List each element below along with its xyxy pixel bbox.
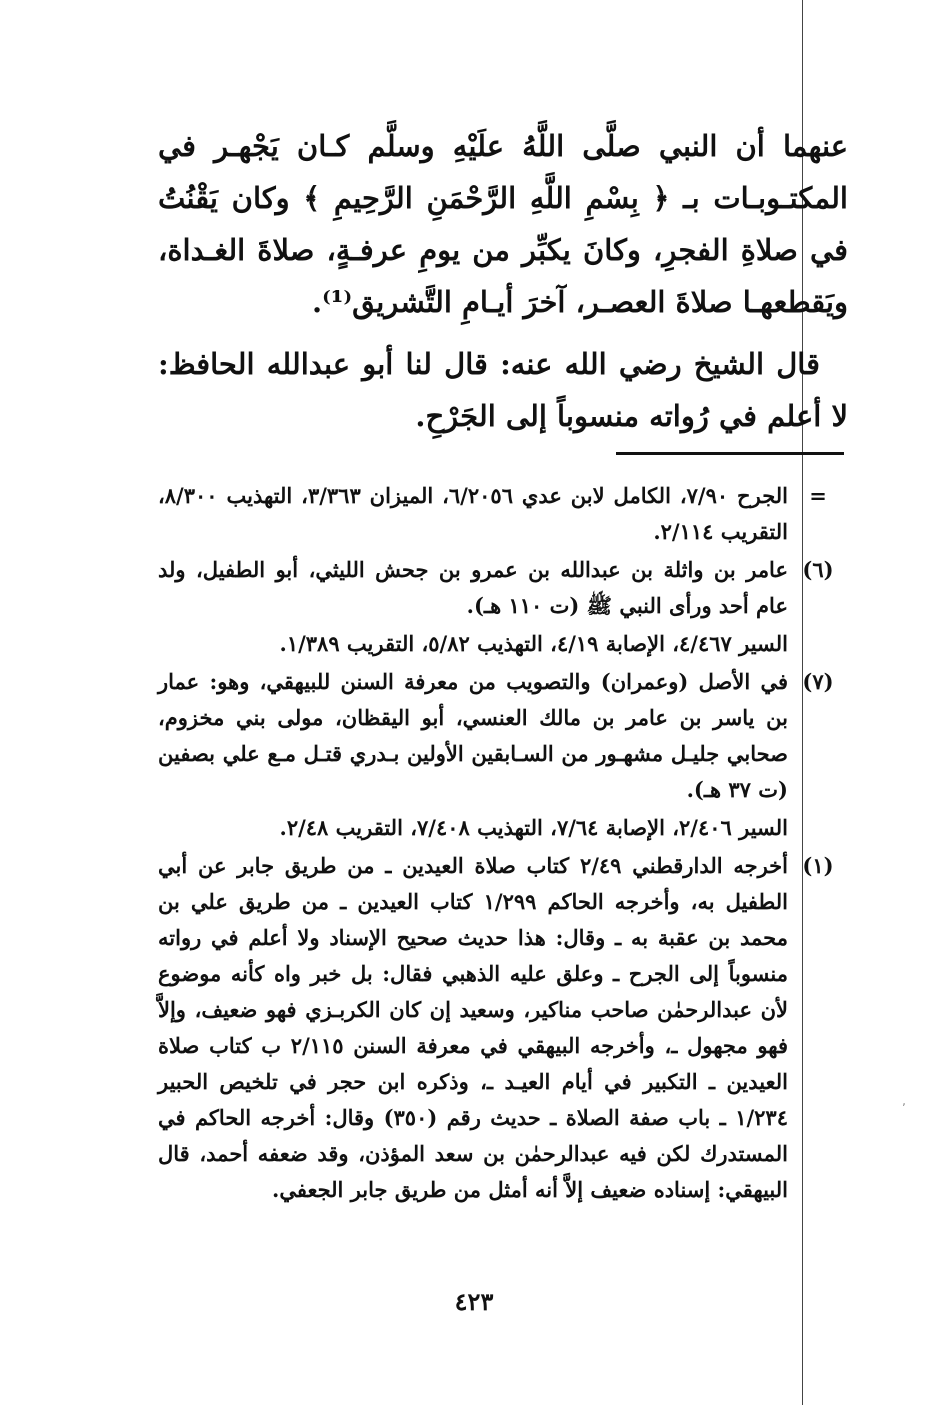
footnote-body bbox=[158, 478, 788, 550]
footnote bbox=[158, 664, 848, 846]
footnote-divider bbox=[616, 452, 844, 455]
footnote bbox=[158, 478, 848, 550]
footnote-text: في الأصل (وعمران) والتصويب من معرفة السنن للبيهقي، وهو: عمار بن ياسر بن عامر بن مالك العنسي، أبو اليقظان، مولى بني مخزوم، صحابي جليـل مشهـور من السـابقين الأولين بـدري قتـل مـع علي بصفين (ت ٣٧ هـ). bbox=[158, 669, 788, 802]
footnote-body bbox=[158, 664, 788, 846]
main-text bbox=[158, 120, 848, 442]
footnote-text: أخرجه الدارقطني ٢/٤٩ كتاب صلاة العيدين ـ من طريق جابر عن أبي الطفيل به، وأخرجه الحاكم ١/٢٩٩ كتاب العيدين ـ من طريق علي بن محمد بن عقبة به ـ وقال: هذا حديث صحيح الإسناد ولا أعلم في رواته منسوباً إلى الجرح ـ وعلق عليه الذهبي فقال: بل خبر واه كأنه موضوع لأن عبدالرحمٰن صاحب مناكير، وسعيد إن كان الكربـزي فهو ضعيف، وإلاَّ فهو مجهول ـ، وأخرجه البيهقي في معرفة السنن ٢/١١٥ ب كتاب صلاة العيدين ـ التكبير في أيام العيـد ـ، وذكره ابن حجر في تلخيص الحبير ١/٢٣٤ ـ باب صفة الصلاة ـ حديث رقم (٣٥٠) وقال: أخرجه الحاكم في المستدرك لكن فيه عبدالرحمٰن بن سعد المؤذن، وقد ضعفه أحمد، قال البيهقي: إسناده ضعيف إلاَّ أنه أمثل من طريق جابر الجعفي. bbox=[158, 853, 789, 1202]
footnote bbox=[158, 848, 848, 1208]
main-paragraph: قال الشيخ رضي الله عنه: قال لنا أبو عبدالله الحافظ: لا أعلم في رُواته منسوباً إلى الجَرْحِ. bbox=[158, 347, 848, 433]
footnote-number: = bbox=[809, 483, 827, 508]
footnotes bbox=[158, 478, 848, 1208]
footnote-number: (٧) bbox=[802, 669, 834, 694]
footnote-number: (١) bbox=[802, 853, 834, 878]
footnote-text: السير ٢/٤٠٦، الإصابة ٧/٦٤، التهذيب ٧/٤٠٨، التقريب ٢/٤٨. bbox=[279, 815, 788, 840]
page-number: ٤٢٣ bbox=[454, 1287, 494, 1316]
footnote-number: (٦) bbox=[802, 557, 834, 582]
footnote-text: الجرح ٧/٩٠، الكامل لابن عدي ٦/٢٠٥٦، الميزان ٣/٣٦٣، التهذيب ٨/٣٠٠، التقريب ٢/١١٤. bbox=[158, 483, 788, 544]
main-paragraph: عنهما أن النبي صلَّى اللَّهُ علَيْهِ وسلَّم كـان يَجْهـر في المكتـوبـات بـ ﴿ بِسْمِ اللَّهِ الرَّحْمَنِ الرَّحِيمِ ﴾ وكان يَقْنُتُ في صلاةِ الفجرِ، وكانَ يكبِّر من يومِ عرفـةٍ، صلاةَ الغـداة، ويَقطعهـا صلاةَ العصـر، آخرَ أيـامِ التَّشريق⁽¹⁾. bbox=[158, 129, 848, 319]
footnote-text: السير ٤/٤٦٧، الإصابة ٤/١٩، التهذيب ٥/٨٢، التقريب ١/٣٨٩. bbox=[279, 631, 788, 656]
footnote-body bbox=[158, 552, 788, 662]
footnote-body bbox=[158, 848, 788, 1208]
footnote bbox=[158, 552, 848, 662]
stray-mark: ٬ bbox=[902, 1101, 906, 1115]
footnote-text: عامر بن واثلة بن عبدالله بن عمرو بن جحش الليثي، أبو الطفيل، ولد عام أحد ورأى النبي ﷺ (ت ١١٠ هـ). bbox=[158, 557, 788, 618]
